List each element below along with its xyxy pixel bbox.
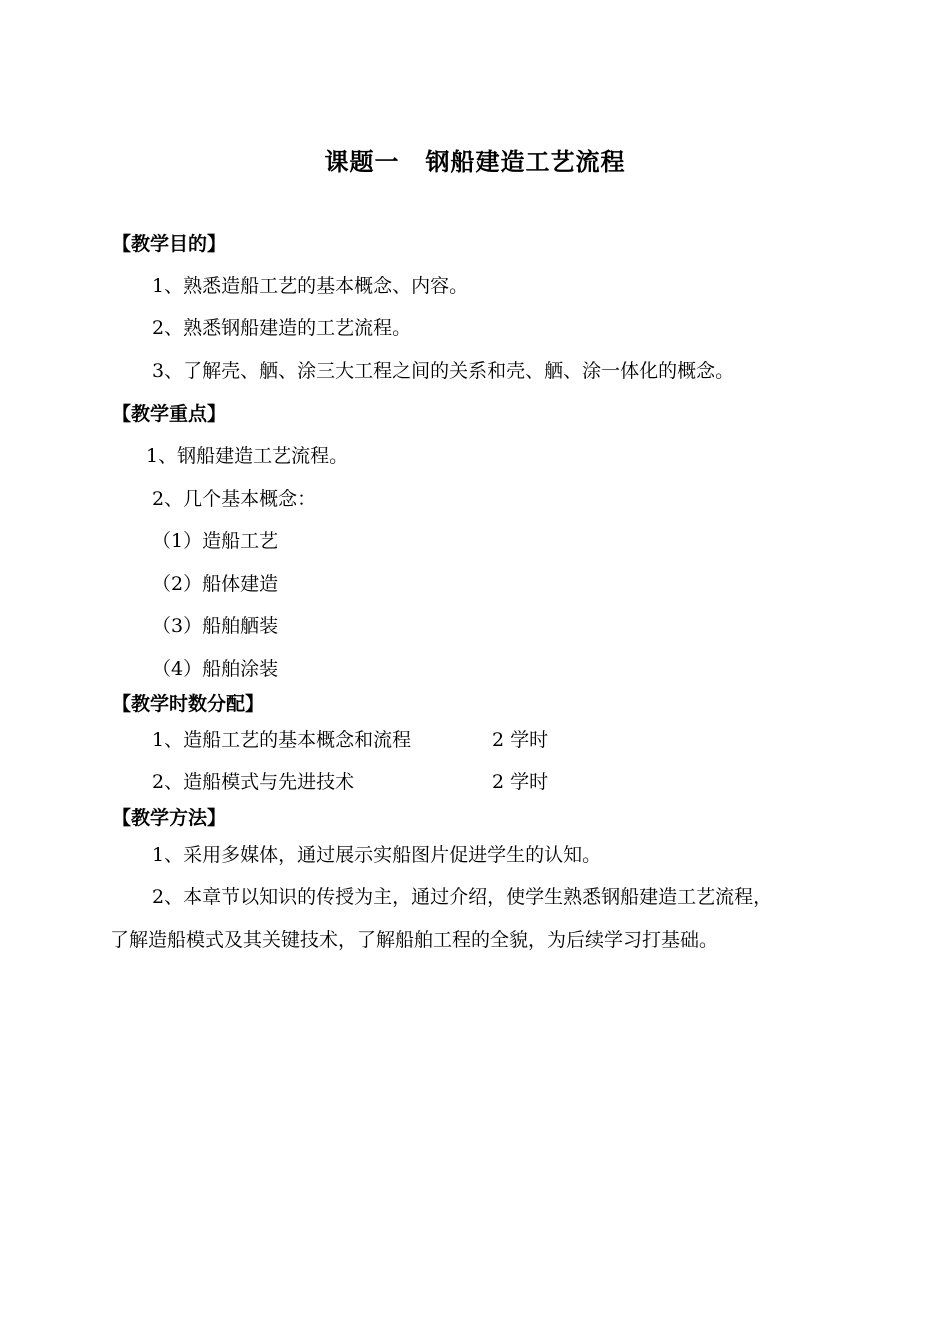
- title-part-2: 钢船建造工艺流程: [425, 148, 626, 176]
- objective-item-2: 2、熟悉钢船建造的工艺流程。: [152, 317, 412, 339]
- key-point-concept-1: （1）造船工艺: [152, 530, 279, 552]
- methods-heading: 【教学方法】: [112, 807, 227, 829]
- key-points-heading: 【教学重点】: [112, 403, 227, 425]
- method-item-2: 2、本章节以知识的传授为主，通过介绍，使学生熟悉钢船建造工艺流程，: [152, 886, 773, 908]
- key-point-concept-3: （3）船舶舾装: [152, 615, 279, 637]
- hours-row-2: [152, 767, 852, 794]
- key-point-concept-4: （4）船舶涂装: [152, 658, 279, 680]
- hours-row-2-value: 2 学时: [492, 771, 549, 793]
- page-title: [0, 142, 950, 177]
- hours-row-1-topic: 1、造船工艺的基本概念和流程: [152, 729, 412, 751]
- key-point-concept-2: （2）船体建造: [152, 573, 279, 595]
- objective-item-3: 3、了解壳、舾、涂三大工程之间的关系和壳、舾、涂一体化的概念。: [152, 360, 735, 382]
- hours-row-1-value: 2 学时: [492, 729, 549, 751]
- hours-row-1: [152, 725, 852, 752]
- hours-heading: 【教学时数分配】: [112, 693, 265, 715]
- method-item-1: 1、采用多媒体，通过展示实船图片促进学生的认知。: [152, 844, 602, 866]
- method-item-2-continued: 了解造船模式及其关键技术，了解船舶工程的全貌，为后续学习打基础。: [110, 929, 719, 951]
- title-part-1: 课题一: [324, 148, 400, 176]
- hours-row-2-topic: 2、造船模式与先进技术: [152, 771, 355, 793]
- key-point-item-1: 1、钢船建造工艺流程。: [146, 445, 349, 467]
- key-point-item-2: 2、几个基本概念：: [152, 488, 317, 510]
- objective-item-1: 1、熟悉造船工艺的基本概念、内容。: [152, 275, 469, 297]
- objectives-heading: 【教学目的】: [112, 233, 227, 255]
